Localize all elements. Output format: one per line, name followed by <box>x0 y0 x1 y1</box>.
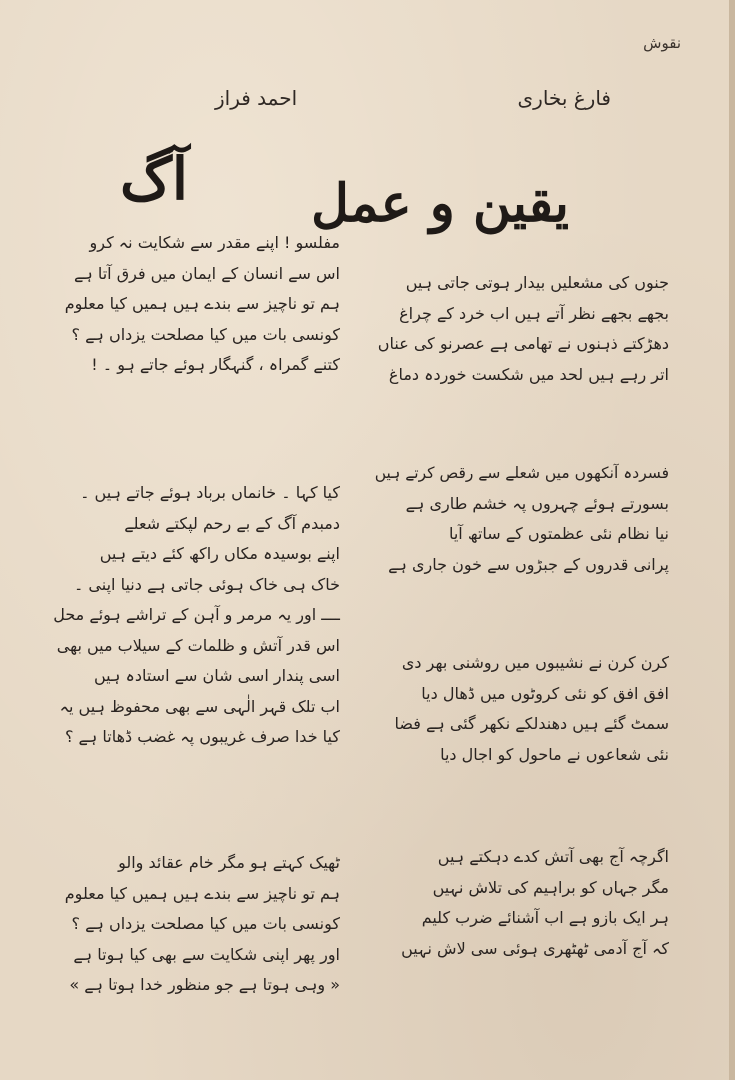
poem-line: سمٹ گئے ہیں دھندلکے نکھر گئی ہے فضا <box>394 714 669 733</box>
poem-line: کتنے گمراہ ، گنہگار ہوئے جاتے ہو ۔ ! <box>91 355 340 374</box>
running-head: نقوش <box>643 34 681 52</box>
poem-line: کیا کہا ۔ خانماں برباد ہوئے جاتے ہیں ۔ <box>80 483 340 502</box>
poem-line: اتر رہے ہیں لحد میں شکست خوردہ دماغ <box>388 364 669 384</box>
poem-line: افق افق کو نئی کروٹوں میں ڈھال دیا <box>421 683 669 703</box>
left-poem-stanza-2 <box>40 478 340 753</box>
poem-line: فسردہ آنکھوں میں شعلے سے رقص کرتے ہیں <box>374 464 669 482</box>
poem-line: مفلسو ! اپنے مقدر سے شکایت نہ کرو <box>89 233 340 252</box>
right-poem-title: یقین و عمل <box>311 173 569 234</box>
poem-line: پرانی قدروں کے جبڑوں سے خون جاری ہے <box>388 554 669 574</box>
right-poem-stanza-2 <box>369 458 669 580</box>
left-poem-stanza-1 <box>40 228 340 381</box>
poem-line: ہم تو ناچیز سے بندے ہیں ہمیں کیا معلوم <box>64 883 340 903</box>
poem-line: دمبدم آگ کے بے رحم لپکتے شعلے <box>124 513 340 533</box>
poem-line: ــــ اور یہ مرمر و آہن کے تراشے ہوئے محل <box>53 605 340 624</box>
poem-line: خاک ہی خاک ہوئی جاتی ہے دنیا اپنی ۔ <box>73 574 340 594</box>
poem-line: مگر جہاں کو براہیم کی تلاش نہیں <box>432 877 669 897</box>
poem-line: اگرچہ آج بھی آتش کدے دہکتے ہیں <box>437 847 669 866</box>
poem-line: کہ آج آدمی ٹھٹھری ہوئی سی لاش نہیں <box>401 938 669 958</box>
left-poem-title: آگ <box>120 145 189 213</box>
poem-line: اب تلک قہر الٰہی سے بھی محفوظ ہیں یہ <box>59 696 340 716</box>
poem-line: « وہی ہوتا ہے جو منظور خدا ہوتا ہے » <box>69 975 340 994</box>
poem-line: دھڑکتے ذہنوں نے تھامی ہے عصرنو کی عناں <box>377 334 669 353</box>
poem-line: نیا نظام نئی عظمتوں کے ساتھ آیا <box>448 524 669 543</box>
poem-line: اسی پندار اسی شان سے استادہ ہیں <box>94 666 340 685</box>
poem-line: کونسی بات میں کیا مصلحت یزداں ہے ؟ <box>71 324 340 344</box>
poem-line: اپنے بوسیدہ مکاں راکھ کئے دیتے ہیں <box>99 544 340 563</box>
poem-line: ہر ایک بازو ہے اب آشنائے ضرب کلیم <box>421 908 669 927</box>
poem-line: نئی شعاعوں نے ماحول کو اجال دیا <box>440 744 669 764</box>
poem-line: کیا خدا صرف غریبوں پہ غضب ڈھاتا ہے ؟ <box>64 727 340 746</box>
poem-line: کرن کرن نے نشیبوں میں روشنی بھر دی <box>401 653 669 672</box>
poem-line: کونسی بات میں کیا مصلحت یزداں ہے ؟ <box>71 914 340 933</box>
left-poem-stanza-3 <box>40 848 340 1001</box>
poem-line: ہم تو ناچیز سے بندے ہیں ہمیں کیا معلوم <box>64 294 340 313</box>
poem-line: اس قدر آتش و ظلمات کے سیلاب میں بھی <box>56 635 340 655</box>
left-poem-author: احمد فراز <box>215 86 298 110</box>
right-poem-stanza-3 <box>369 648 669 770</box>
poem-line: اور پھر اپنی شکایت سے بھی کیا ہوتا ہے <box>73 944 340 964</box>
poem-line: بجھے بجھے نظر آتے ہیں اب خرد کے چراغ <box>399 303 669 323</box>
poem-line: ٹھیک کہتے ہو مگر خام عقائد والو <box>118 853 340 872</box>
right-poem-author: فارغ بخاری <box>517 86 611 110</box>
right-poem-stanza-1 <box>369 268 669 390</box>
poem-line: بسورتے ہوئے چہروں پہ خشم طاری ہے <box>405 493 669 513</box>
poem-line: اس سے انسان کے ایمان میں فرق آتا ہے <box>74 263 340 283</box>
right-poem-stanza-4 <box>369 842 669 964</box>
poem-line: جنوں کی مشعلیں بیدار ہوتی جاتی ہیں <box>405 273 669 292</box>
